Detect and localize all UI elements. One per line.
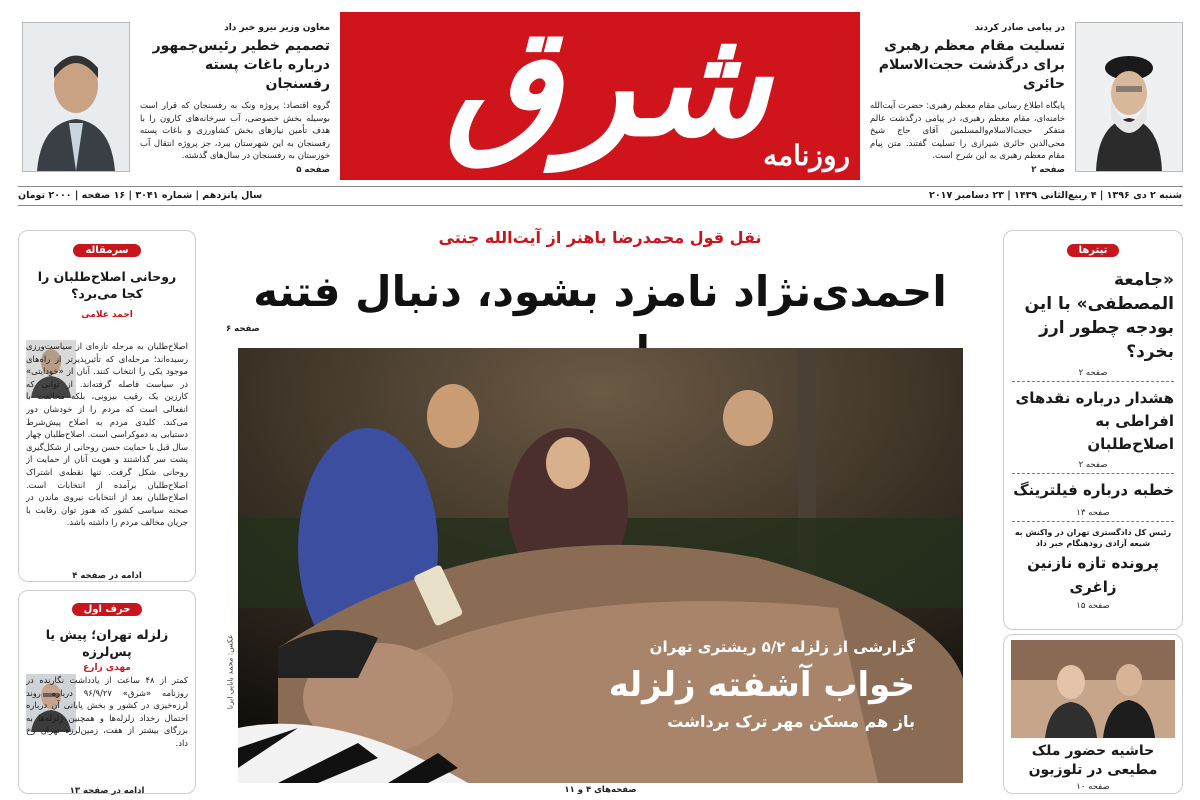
portrait-icon: [23, 23, 129, 171]
top-left-headline[interactable]: تصمیم خطیر رئیس‌جمهور درباره باغات پسته رفسنجان: [152, 38, 330, 92]
editorial-tag: سرمقاله: [73, 244, 140, 257]
column-tag: حرف اول: [72, 603, 143, 616]
top-right-body: پایگاه اطلاع رسانی مقام معظم رهبری: حضرت آیت‌الله خامنه‌ای، مقام معظم رهبری، در پیامی درگذشت عالم متفکر حجت‌الاسلام‌والمسلمین آقای حاج شیخ محی‌الدین حائری شیرازی را تسلیت گفتند. متن پیام مقام معظم رهبری به این شرح است.: [870, 101, 1065, 161]
main-page-ref[interactable]: صفحه ۶: [226, 324, 260, 334]
right-item-4-kicker: رئیس کل دادگستری تهران در واکنش به شیعه آزادی زودهنگام خبر داد: [1014, 528, 1172, 548]
right-item-1-headline[interactable]: «جامعة المصطفی» با این بودجه چطور ارز بخرد؟: [1024, 270, 1174, 362]
photo-sub: گزارشی از زلزله ۵/۲ ریشتری تهران: [649, 638, 915, 656]
right-bottom-photo: [1011, 640, 1175, 738]
column-continued[interactable]: ادامه در صفحه ۱۳: [69, 786, 145, 796]
top-left-kicker: معاون وزیر نیرو خبر داد: [224, 23, 330, 33]
editorial-headline[interactable]: روحانی اصلاح‌طلبان را کجا می‌برد؟: [37, 269, 177, 301]
right-bottom-headline[interactable]: حاشیه حضور ملک مطیعی در تلوزیون: [1028, 743, 1158, 778]
top-right-page-ref[interactable]: صفحه ۲: [1031, 164, 1065, 175]
photo-icon: [1011, 640, 1175, 738]
right-item-2-headline[interactable]: هشدار درباره نقدهای افراطی به اصلاح‌طلبان: [1015, 389, 1174, 453]
main-kicker: نقل قول محمدرضا باهنر از آیت‌الله جنتی: [438, 228, 762, 247]
masthead-logo: [340, 0, 860, 180]
column-body: کمتر از ۴۸ ساعت از یادداشت نگارنده در روزنامه «شرق» ۹۶/۹/۲۷ درباره روند لرزه‌خیزی در کشور و بخش پایانی آن درباره احتمال رخداد زلزله‌ها و همچنین زلزله‌ها به بزرگای بیشتر از هفت، زمین‌لرزه تهران رخ داد.: [26, 675, 188, 748]
editorial-author: احمد غلامی: [81, 310, 133, 320]
portrait-icon: [1076, 23, 1182, 171]
photo-headline[interactable]: خواب آشفته زلزله: [608, 665, 915, 705]
right-item-1-page-ref[interactable]: صفحه ۲: [1078, 368, 1108, 378]
right-item-3-headline[interactable]: خطبه درباره فیلترینگ: [1013, 481, 1174, 499]
top-left-body: گروه اقتصاد: پروژه ونک به رفسنجان که قرار است بوسیله بخش خصوصی، آب سرخانه‌های کارون را با هدف تأمین نیازهای بخش کشاورزی و باغات پسته رفسنجان به این شهرستان ببرد، جز پروژه انتقال آب خوزستان به رفسنجان در سال‌های گذشته.: [140, 101, 330, 161]
column-headline[interactable]: زلزله تهران؛ پیش یا پس‌لرزه: [45, 627, 169, 659]
right-item-4-page-ref[interactable]: صفحه ۱۵: [1076, 601, 1110, 611]
top-right-kicker: در پیامی صادر کردند: [974, 23, 1065, 33]
editorial-body: اصلاح‌طلبان به مرحله تازه‌ای از سیاست‌ورزی رسیده‌اند؛ مرحله‌ای که تأثیرپذیرتر از راه‌های موجود یکی را انتخاب کنند. آنان از «خودایتی» در سیاست فاصله گرفته‌اند. از توانی که کارزین یک رقیب بیرونی، بلکه مخالفت با انفعالی است که مردم را از خودشان دور می‌کند. کلیدی مردم به اصلاح پیش‌شرط دستیابی به دموکراسی است. اصلاح‌طلبان چهار سال قبل با حمایت حسن روحانی از شکل‌گیری پشت سر گذاشتند و هویت آنان از حمایت از روحانی شکل گرفت. تنها نقطه‌ی اشتراک اصلاح‌طلبان برآمده از انتخابات است. اصلاح‌طلبان بعد از انتخابات نیروی ماندن در صحنه سیاسی کشور که هنوز توان رقابت با جریان مخالف مردم را داشته باشد.: [26, 341, 188, 528]
photo-deck: باز هم مسکن مهر ترک برداشت: [667, 712, 915, 731]
top-left-page-ref[interactable]: صفحه ۵: [296, 164, 330, 175]
right-item-4-headline[interactable]: پرونده تازه نازنین زاغری: [1027, 554, 1159, 596]
top-right-headline[interactable]: تسلیت مقام معظم رهبری برای درگذشت حجت‌الاسلام حائری: [878, 38, 1065, 92]
date-bar-right: شنبه ۲ دی ۱۳۹۶ | ۴ ربیع‌الثانی ۱۴۳۹ | ۲۳ دسامبر ۲۰۱۷: [929, 190, 1182, 201]
main-headline[interactable]: احمدی‌نژاد نامزد بشود، دنبال فتنه: [253, 267, 947, 316]
right-item-3-page-ref[interactable]: صفحه ۱۳: [1076, 508, 1110, 518]
photo-pages[interactable]: صفحه‌های ۴ و ۱۱: [564, 785, 637, 795]
right-col-tag: تیترها: [1067, 244, 1120, 257]
top-right-portrait: [1075, 22, 1183, 172]
column-author: مهدی زارع: [83, 663, 131, 673]
right-bottom-page-ref[interactable]: صفحه ۱۰: [1076, 782, 1110, 792]
right-item-2-page-ref[interactable]: صفحه ۲: [1078, 460, 1108, 470]
logo-sub: روزنامه: [763, 139, 850, 172]
editorial-continued[interactable]: ادامه در صفحه ۴: [72, 571, 142, 581]
top-left-portrait: [22, 22, 130, 172]
date-bar-left: سال پانزدهم | شماره ۳۰۴۱ | ۱۶ صفحه | ۲۰۰۰ تومان: [18, 190, 263, 201]
photo-credit: عکس: محمد بابایی ایرنا: [225, 634, 235, 710]
logo-text: شرق: [445, 0, 770, 170]
